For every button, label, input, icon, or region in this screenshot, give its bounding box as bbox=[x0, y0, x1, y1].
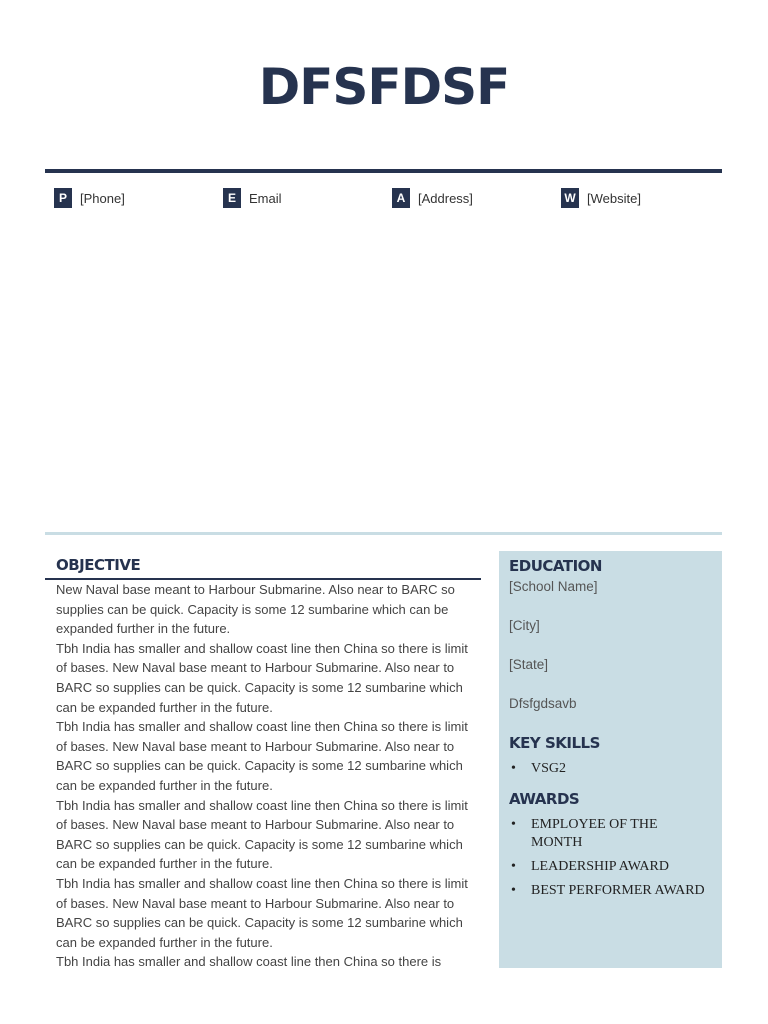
objective-section bbox=[45, 552, 481, 992]
phone-text[interactable]: [Phone] bbox=[80, 190, 125, 206]
objective-paragraph: Tbh India has smaller and shallow coast line then China so there is limit of bases. New Naval base meant to Harbour Submarine. Also near to BARC so supplies can be quick. Capacity is some 12 sumbarine which can be expanded further in the future. bbox=[56, 875, 468, 950]
list-item[interactable]: • EMPLOYEE OF THE MONTH bbox=[509, 816, 712, 852]
address-badge-icon: A bbox=[392, 188, 410, 208]
education-extra[interactable]: Dfsfgdsavb bbox=[509, 696, 577, 711]
resume-name: DFSFDSF bbox=[258, 58, 510, 116]
website-badge-icon: W bbox=[561, 188, 579, 208]
email-text[interactable]: Email bbox=[249, 190, 282, 206]
email-badge-icon: E bbox=[223, 188, 241, 208]
objective-paragraph: Tbh India has smaller and shallow coast line then China so there is limit of bases. New Naval base meant to Harbour Submarine. Also near to BARC so supplies can be quick. Capacity is some 12 sumbarine which can be expanded further in the future. bbox=[56, 719, 468, 793]
phone-badge-icon: P bbox=[54, 188, 72, 208]
objective-body[interactable] bbox=[45, 580, 481, 992]
objective-paragraph: New Naval base meant to Harbour Submarine. Also near to BARC so supplies can be quick. Capacity is some 12 sumbarine which can be expanded further in the future. bbox=[56, 582, 455, 637]
header-divider bbox=[45, 169, 722, 173]
objective-paragraph: Tbh India has smaller and shallow coast line then China so there is bbox=[56, 954, 442, 970]
section-divider bbox=[45, 532, 722, 535]
list-item[interactable]: • BEST PERFORMER AWARD bbox=[509, 882, 712, 900]
list-item[interactable]: • LEADERSHIP AWARD bbox=[509, 858, 712, 876]
contact-phone bbox=[54, 188, 125, 208]
sidebar bbox=[499, 551, 722, 968]
school-state[interactable]: [State] bbox=[509, 657, 549, 672]
contact-email bbox=[223, 188, 282, 208]
awards-title: AWARDS bbox=[509, 790, 580, 808]
school-name[interactable]: [School Name] bbox=[509, 579, 598, 594]
skills-list bbox=[509, 760, 712, 778]
website-text[interactable]: [Website] bbox=[587, 190, 641, 206]
education-title: EDUCATION bbox=[509, 557, 602, 575]
skills-title: KEY SKILLS bbox=[509, 734, 600, 752]
contact-website bbox=[561, 188, 641, 208]
objective-title: OBJECTIVE bbox=[45, 552, 481, 580]
list-item[interactable]: • VSG2 bbox=[509, 760, 712, 778]
objective-paragraph: Tbh India has smaller and shallow coast line then China so there is limit of bases. New Naval base meant to Harbour Submarine. Also near to BARC so supplies can be quick. Capacity is some 12 sumbarine which can be expanded further in the future. bbox=[56, 640, 468, 715]
contact-address bbox=[392, 188, 473, 208]
school-city[interactable]: [City] bbox=[509, 618, 540, 633]
objective-paragraph: Tbh India has smaller and shallow coast line then China so there is limit of bases. New Naval base meant to Harbour Submarine. Also near to BARC so supplies can be quick. Capacity is some 12 sumbarine which can be expanded further in the future. bbox=[56, 797, 468, 872]
awards-list bbox=[509, 816, 712, 900]
address-text[interactable]: [Address] bbox=[418, 190, 473, 206]
